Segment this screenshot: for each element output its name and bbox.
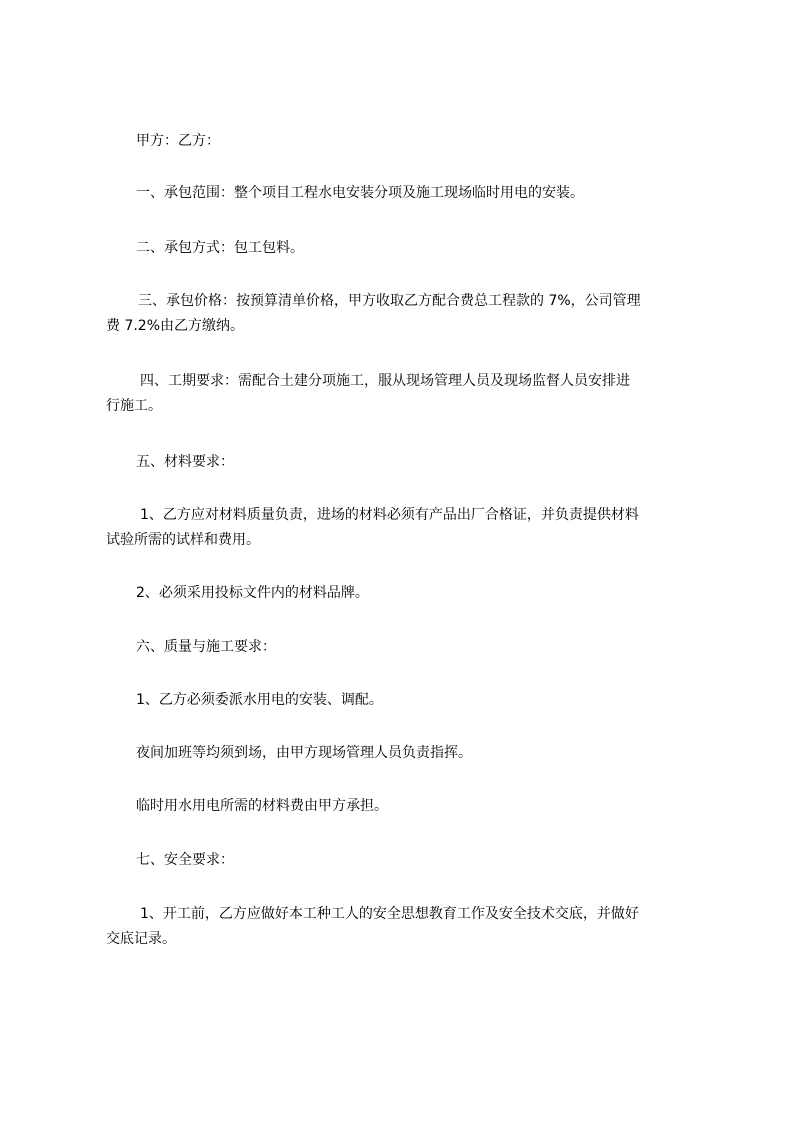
paragraph-scope bbox=[106, 181, 710, 206]
price-line-2: 费 7.2%由乙方缴纳。 bbox=[106, 318, 245, 334]
materials-1-line-2: 试验所需的试样和费用。 bbox=[106, 532, 260, 548]
paragraph-safety-1 bbox=[106, 902, 710, 952]
paragraph-safety-title bbox=[106, 848, 710, 873]
parties-line: 甲方：乙方： bbox=[136, 133, 220, 149]
paragraph-materials-title bbox=[106, 450, 710, 475]
safety-1-line-1: 1、开工前，乙方应做好本工种工人的安全思想教育工作及安全技术交底，并做好 bbox=[140, 906, 639, 922]
method-line: 二、承包方式：包工包料。 bbox=[136, 240, 304, 256]
paragraph-temp-power bbox=[106, 794, 710, 819]
paragraph-parties bbox=[106, 129, 710, 154]
schedule-line-1: 四、工期要求：需配合土建分项施工，服从现场管理人员及现场监督人员安排进 bbox=[140, 373, 630, 389]
paragraph-night-work bbox=[106, 741, 710, 766]
price-line-1-rate: 7%，公司管理 bbox=[548, 293, 641, 309]
price-line-1 bbox=[106, 289, 710, 314]
materials-title-line: 五、材料要求： bbox=[136, 454, 234, 470]
materials-1-line-1: 1、乙方应对材料质量负责，进场的材料必须有产品出厂合格证，并负责提供材料 bbox=[140, 507, 639, 523]
paragraph-schedule bbox=[106, 369, 710, 419]
safety-title-line: 七、安全要求： bbox=[136, 852, 234, 868]
schedule-line-2: 行施工。 bbox=[106, 398, 162, 414]
quality-1-line: 1、乙方必须委派水用电的安装、调配。 bbox=[136, 692, 383, 708]
paragraph-quality-title bbox=[106, 635, 710, 660]
scope-line: 一、承包范围：整个项目工程水电安装分项及施工现场临时用电的安装。 bbox=[136, 185, 584, 201]
temp-power-line: 临时用水用电所需的材料费由甲方承担。 bbox=[136, 798, 388, 814]
paragraph-price bbox=[106, 289, 710, 339]
paragraph-materials-2 bbox=[106, 581, 710, 606]
paragraph-method bbox=[106, 236, 710, 261]
paragraph-quality-1 bbox=[106, 688, 710, 713]
materials-2-line: 2、必须采用投标文件内的材料品牌。 bbox=[136, 585, 369, 601]
night-work-line: 夜间加班等均须到场，由甲方现场管理人员负责指挥。 bbox=[136, 745, 472, 761]
quality-title-line: 六、质量与施工要求： bbox=[136, 639, 276, 655]
paragraph-materials-1 bbox=[106, 503, 710, 553]
safety-1-line-2: 交底记录。 bbox=[106, 931, 176, 947]
price-line-1-text: 三、承包价格：按预算清单价格，甲方收取乙方配合费总工程款的 bbox=[138, 293, 544, 309]
